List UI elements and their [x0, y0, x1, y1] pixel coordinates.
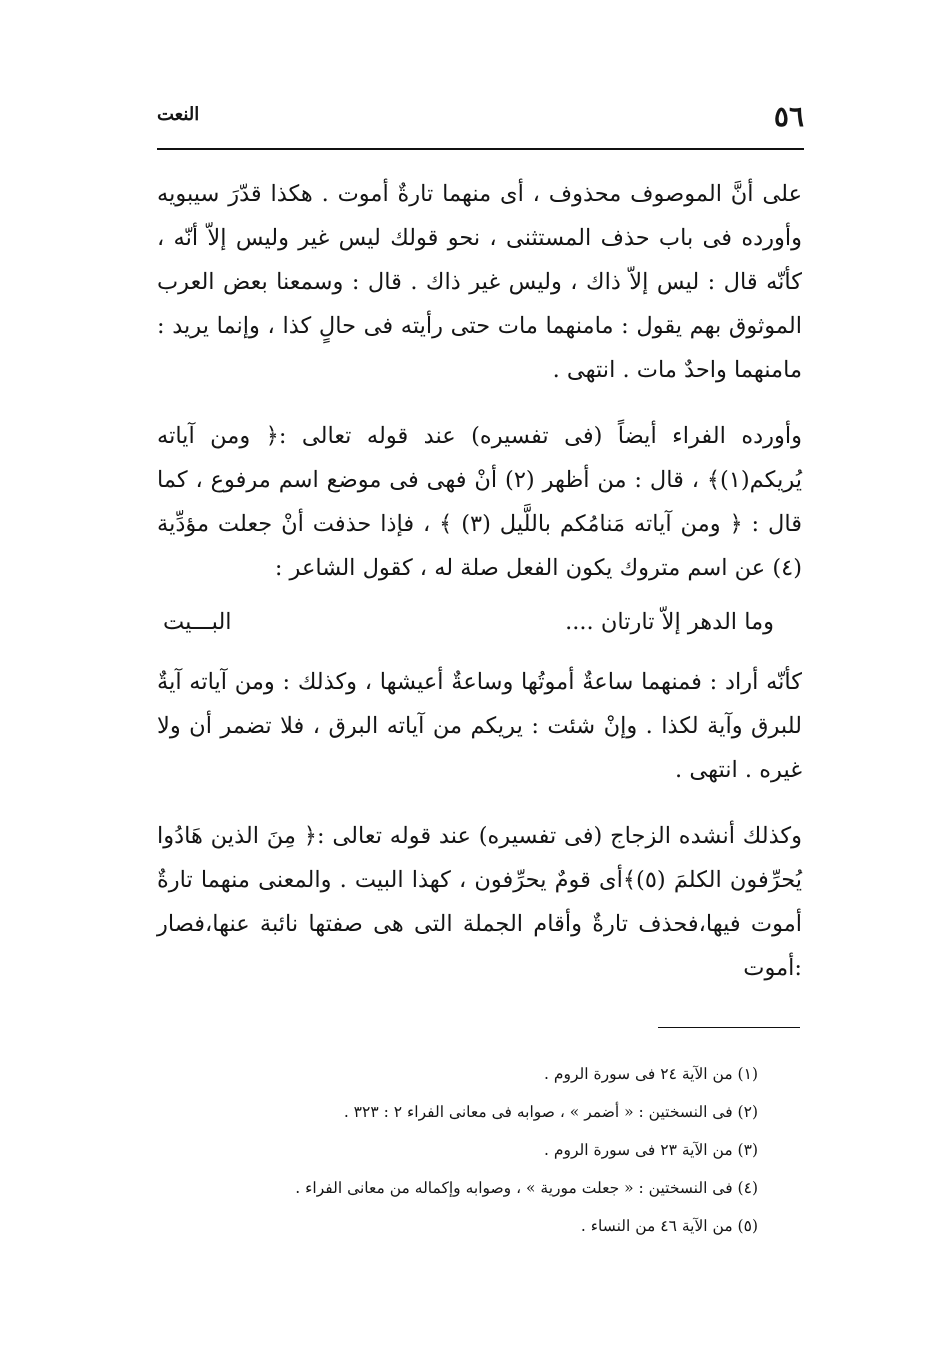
verse-text: وما الدهر إلاّ تارتان .... [565, 609, 774, 635]
paragraph-3: كأنّه أراد : فمنهما ساعةٌ أموتُها وساعةٌ أعيشها ، وكذلك : ومن آياته آيةٌ للبرق وآية لكذا . وإنْ شئت : يريكم من آياته البرق ، فلا تضمر أن ولا غيره . انتهى . [157, 669, 802, 783]
paragraph-1: على أنَّ الموصوف محذوف ، أى منهما تارةٌ أموت . هكذا قدّرَ سيبويه وأورده فى باب حذف المستثنى ، نحو قولك ليس غير وليس إلاّ أنّه ، كأنّه قال : ليس إلاّ ذاك ، وليس غير ذاك . قال : وسمعنا بعض العرب الموثوق بهم يقول : مامنهما مات حتى رأيته فى حالٍ كذا ، وإنما يريد : مامنهما واحدٌ مات . انتهى . [157, 181, 802, 383]
page-number: ٥٦ [773, 100, 804, 133]
footnote-4: (٤) فى النسختين : « جعلت مورية » ، وصوابه وإكماله من معانى الفراء . [295, 1179, 758, 1197]
footnote-rule [658, 1027, 800, 1028]
footnote-1: (١) من الآية ٢٤ فى سورة الروم . [544, 1065, 758, 1083]
verse-tail: البـــيت [163, 609, 232, 635]
footnote-5: (٥) من الآية ٤٦ من النساء . [580, 1217, 758, 1235]
header-rule [157, 148, 804, 150]
paragraph-2: وأورده الفراء أيضاً (فى تفسيره) عند قوله تعالى :﴿ ومن آياته يُريكم(١)﴾ ، قال : من أظهر (٢) أنْ فهى فى موضع اسم مرفوع ، كما قال : ﴿ ومن آياته مَنامُكم باللَّيل (٣) ﴾ ، فإذا حذفت أنْ جعلت مؤدِّية (٤) عن اسم متروك يكون الفعل صلة له ، كقول الشاعر : [157, 423, 803, 581]
page-header [157, 100, 804, 146]
running-title: النعت [157, 104, 200, 125]
main-text [157, 172, 802, 990]
footnotes [200, 1055, 758, 1245]
poetry-verse [157, 600, 802, 644]
footnote-2: (٢) فى النسختين : « أضمر » ، صوابه فى معانى الفراء ٢ : ٣٢٣ . [343, 1103, 758, 1121]
paragraph-4: وكذلك أنشده الزجاج (فى تفسيره) عند قوله تعالى :﴿ مِنَ الذين هَادُوا يُحرِّفون الكلمَ (٥)﴾أى قومٌ يحرِّفون ، كهذا البيت . والمعنى منهما تارةٌ أموت فيها،فحذف تارةٌ وأقام الجملة التى هى صفتها نائبة عنها،فصار :أموت [157, 823, 802, 981]
footnote-3: (٣) من الآية ٢٣ فى سورة الروم . [544, 1141, 758, 1159]
